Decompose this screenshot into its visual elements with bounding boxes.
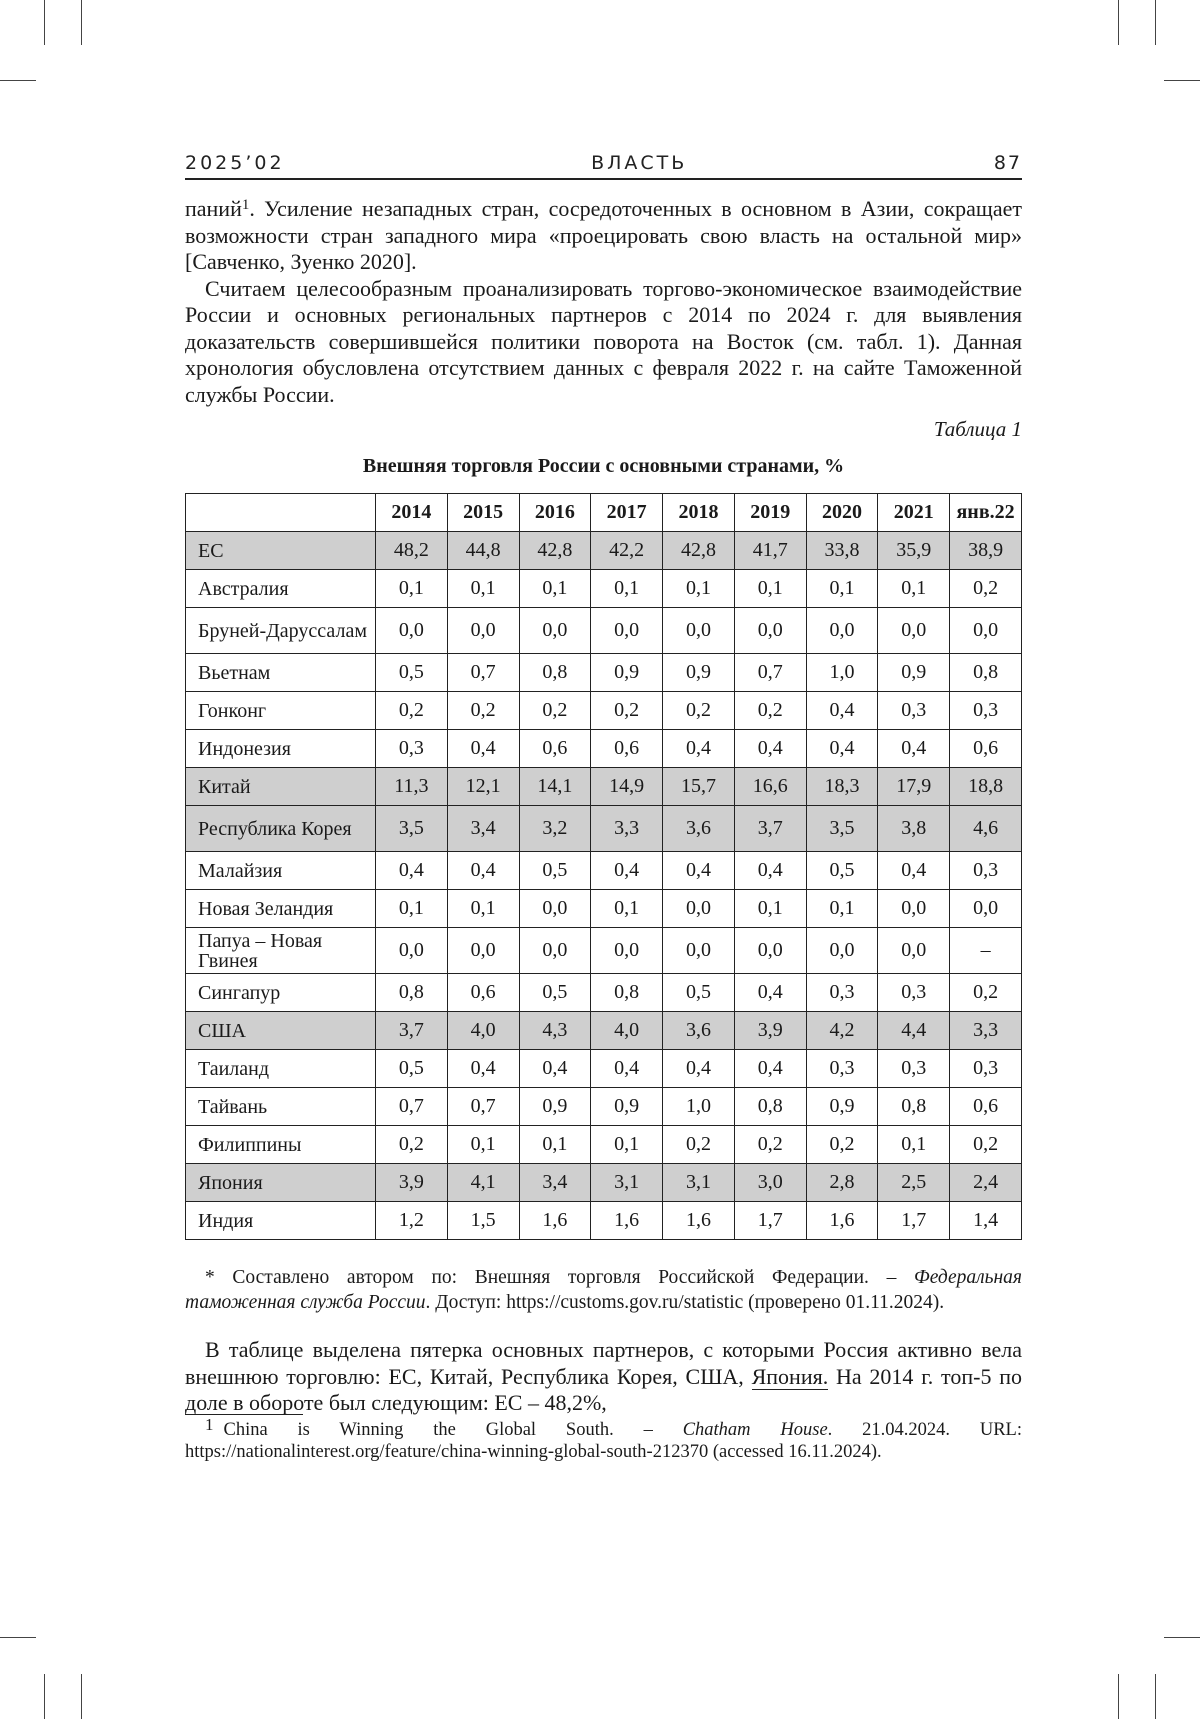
- table-row: [186, 692, 1022, 730]
- value-cell: 0,0: [878, 928, 950, 974]
- value-cell: 35,9: [878, 532, 950, 570]
- value-cell: 14,9: [591, 768, 663, 806]
- value-cell: 3,2: [519, 806, 591, 852]
- value-cell: 3,4: [447, 806, 519, 852]
- country-cell: Индонезия: [186, 730, 376, 768]
- value-cell: 0,9: [591, 1088, 663, 1126]
- value-cell: 0,4: [447, 1050, 519, 1088]
- value-cell: 0,3: [950, 852, 1022, 890]
- value-cell: 3,9: [376, 1164, 448, 1202]
- value-cell: 0,5: [806, 852, 878, 890]
- page-number: 87: [994, 152, 1022, 174]
- country-cell: Бруней-Даруссалам: [186, 608, 376, 654]
- value-cell: 0,0: [591, 608, 663, 654]
- value-cell: 0,2: [519, 692, 591, 730]
- value-cell: 15,7: [663, 768, 735, 806]
- table-header-cell: 2014: [376, 494, 448, 532]
- journal-title: ВЛАСТЬ: [591, 152, 687, 174]
- value-cell: 0,8: [734, 1088, 806, 1126]
- value-cell: 0,6: [447, 974, 519, 1012]
- paragraph-text: В таблице выделена пятерка основных партнеров, с которыми Россия активно вела внешнюю торговлю: ЕС, Китай, Республика Корея, США,: [185, 1337, 1022, 1389]
- value-cell: 0,0: [519, 890, 591, 928]
- table-row: [186, 1088, 1022, 1126]
- table-header-cell: 2015: [447, 494, 519, 532]
- value-cell: 0,0: [950, 890, 1022, 928]
- table-row: [186, 1202, 1022, 1240]
- table-row: [186, 890, 1022, 928]
- table-header-cell: 2018: [663, 494, 735, 532]
- value-cell: 0,4: [878, 730, 950, 768]
- value-cell: 0,1: [806, 570, 878, 608]
- value-cell: 4,0: [591, 1012, 663, 1050]
- crop-mark: [1118, 1674, 1119, 1719]
- table-header-cell: 2021: [878, 494, 950, 532]
- value-cell: 0,8: [591, 974, 663, 1012]
- table-row: [186, 1012, 1022, 1050]
- table-title: Внешняя торговля России с основными странами, %: [185, 451, 1022, 481]
- value-cell: 11,3: [376, 768, 448, 806]
- value-cell: 4,4: [878, 1012, 950, 1050]
- value-cell: 48,2: [376, 532, 448, 570]
- value-cell: 0,3: [878, 692, 950, 730]
- value-cell: 2,4: [950, 1164, 1022, 1202]
- country-cell: Новая Зеландия: [186, 890, 376, 928]
- value-cell: 42,2: [591, 532, 663, 570]
- value-cell: 0,1: [591, 1126, 663, 1164]
- table-header-cell: 2017: [591, 494, 663, 532]
- value-cell: 0,0: [663, 928, 735, 974]
- value-cell: 0,4: [376, 852, 448, 890]
- value-cell: 0,1: [591, 570, 663, 608]
- value-cell: 3,1: [591, 1164, 663, 1202]
- table-row: [186, 1164, 1022, 1202]
- value-cell: 0,1: [447, 890, 519, 928]
- value-cell: 0,5: [376, 1050, 448, 1088]
- value-cell: 0,3: [878, 974, 950, 1012]
- value-cell: 0,2: [806, 1126, 878, 1164]
- crop-mark: [0, 1637, 36, 1638]
- table-row: [186, 768, 1022, 806]
- value-cell: 2,8: [806, 1164, 878, 1202]
- value-cell: 0,0: [878, 890, 950, 928]
- value-cell: 0,1: [447, 1126, 519, 1164]
- value-cell: 0,6: [950, 730, 1022, 768]
- country-cell: Австралия: [186, 570, 376, 608]
- value-cell: 0,2: [950, 1126, 1022, 1164]
- value-cell: 0,5: [663, 974, 735, 1012]
- value-cell: 0,1: [376, 890, 448, 928]
- table-row: [186, 532, 1022, 570]
- crop-mark: [44, 0, 45, 45]
- table-header-cell: 2016: [519, 494, 591, 532]
- value-cell: 4,6: [950, 806, 1022, 852]
- value-cell: 0,9: [591, 654, 663, 692]
- value-cell: 4,0: [447, 1012, 519, 1050]
- value-cell: 38,9: [950, 532, 1022, 570]
- value-cell: 0,9: [663, 654, 735, 692]
- value-cell: 3,9: [734, 1012, 806, 1050]
- value-cell: 1,0: [663, 1088, 735, 1126]
- value-cell: 3,0: [734, 1164, 806, 1202]
- value-cell: 0,4: [663, 730, 735, 768]
- value-cell: 0,2: [591, 692, 663, 730]
- value-cell: 0,2: [376, 1126, 448, 1164]
- value-cell: 0,0: [591, 928, 663, 974]
- value-cell: 0,1: [376, 570, 448, 608]
- value-cell: 14,1: [519, 768, 591, 806]
- value-cell: 0,6: [519, 730, 591, 768]
- value-cell: 0,1: [734, 890, 806, 928]
- crop-mark: [0, 80, 36, 81]
- country-cell: США: [186, 1012, 376, 1050]
- crop-mark: [44, 1674, 45, 1719]
- value-cell: 0,1: [878, 1126, 950, 1164]
- value-cell: 0,0: [663, 608, 735, 654]
- value-cell: 1,6: [519, 1202, 591, 1240]
- footnote: [185, 1419, 1022, 1463]
- value-cell: 0,0: [376, 608, 448, 654]
- running-header: [185, 150, 1022, 180]
- footnote-text: . 21.04.2024. URL: https://nationalinterest.org/feature/china-winning-global-south-212370 (accessed 16.11.2024).: [185, 1420, 1022, 1462]
- value-cell: 0,0: [519, 608, 591, 654]
- table-row: [186, 852, 1022, 890]
- value-cell: 1,4: [950, 1202, 1022, 1240]
- value-cell: 18,3: [806, 768, 878, 806]
- country-cell: Сингапур: [186, 974, 376, 1012]
- crop-mark: [1155, 0, 1156, 45]
- value-cell: 0,3: [806, 1050, 878, 1088]
- value-cell: 0,4: [734, 1050, 806, 1088]
- value-cell: 0,7: [734, 654, 806, 692]
- value-cell: 0,4: [663, 852, 735, 890]
- value-cell: 0,0: [734, 928, 806, 974]
- value-cell: 0,7: [447, 1088, 519, 1126]
- issue-number: 2025’02: [185, 152, 285, 174]
- value-cell: 0,6: [591, 730, 663, 768]
- source-text: . Доступ: https://customs.gov.ru/statistic (проверено 01.11.2024).: [426, 1292, 945, 1313]
- value-cell: 1,5: [447, 1202, 519, 1240]
- table-header-row: [186, 494, 1022, 532]
- value-cell: 0,1: [878, 570, 950, 608]
- value-cell: 1,6: [591, 1202, 663, 1240]
- value-cell: 2,5: [878, 1164, 950, 1202]
- value-cell: 17,9: [878, 768, 950, 806]
- value-cell: 0,2: [734, 692, 806, 730]
- table-header-cell: [186, 494, 376, 532]
- table-header-cell: янв.22: [950, 494, 1022, 532]
- value-cell: 3,7: [376, 1012, 448, 1050]
- paragraph-text-underlined: Япония.: [752, 1364, 829, 1390]
- crop-mark: [1155, 1674, 1156, 1719]
- value-cell: 41,7: [734, 532, 806, 570]
- value-cell: 0,4: [734, 974, 806, 1012]
- source-agency: Федеральная таможенная служба России: [185, 1267, 1022, 1313]
- country-cell: Республика Корея: [186, 806, 376, 852]
- value-cell: 3,4: [519, 1164, 591, 1202]
- value-cell: 0,9: [878, 654, 950, 692]
- value-cell: 0,1: [663, 570, 735, 608]
- value-cell: 0,8: [376, 974, 448, 1012]
- value-cell: 0,0: [519, 928, 591, 974]
- paragraph-text: . Усиление незападных стран, сосредоточенных в основном в Азии, сокращает возможности стран западного мира «проецировать свою власть на остальной мир» [Савченко, Зуенко 2020].: [185, 196, 1022, 274]
- value-cell: 0,4: [734, 852, 806, 890]
- table-row: [186, 570, 1022, 608]
- table-row: [186, 1126, 1022, 1164]
- value-cell: 0,2: [663, 692, 735, 730]
- country-cell: Малайзия: [186, 852, 376, 890]
- country-cell: Индия: [186, 1202, 376, 1240]
- paragraph: Считаем целесообразным проанализировать торгово-экономическое взаимодействие России и основных региональных партнеров с 2014 по 2024 г. для выявления доказательств совершившейся политики поворота на Восток (см. табл. 1). Данная хронология обусловлена отсутствием данных с февраля 2022 г. на сайте Таможенной службы России.: [185, 276, 1022, 409]
- value-cell: 0,4: [734, 730, 806, 768]
- value-cell: 0,2: [950, 570, 1022, 608]
- value-cell: 0,8: [878, 1088, 950, 1126]
- value-cell: 0,7: [376, 1088, 448, 1126]
- crop-mark: [1164, 1637, 1200, 1638]
- footnote-ref: 1: [242, 197, 250, 213]
- value-cell: 0,2: [447, 692, 519, 730]
- value-cell: 42,8: [663, 532, 735, 570]
- crop-mark: [1118, 0, 1119, 45]
- value-cell: 0,8: [950, 654, 1022, 692]
- table-row: [186, 928, 1022, 974]
- table-row: [186, 654, 1022, 692]
- value-cell: 0,0: [447, 608, 519, 654]
- value-cell: 0,0: [950, 608, 1022, 654]
- value-cell: 0,5: [376, 654, 448, 692]
- value-cell: 0,0: [663, 890, 735, 928]
- value-cell: 12,1: [447, 768, 519, 806]
- value-cell: 3,7: [734, 806, 806, 852]
- value-cell: 0,4: [591, 852, 663, 890]
- country-cell: Тайвань: [186, 1088, 376, 1126]
- value-cell: 0,4: [447, 730, 519, 768]
- value-cell: 1,7: [734, 1202, 806, 1240]
- value-cell: 3,8: [878, 806, 950, 852]
- trade-table: [185, 493, 1022, 1240]
- value-cell: 0,4: [663, 1050, 735, 1088]
- value-cell: 0,3: [950, 692, 1022, 730]
- value-cell: 3,6: [663, 806, 735, 852]
- country-cell: Китай: [186, 768, 376, 806]
- country-cell: Папуа – Новая Гвинея: [186, 928, 376, 974]
- paragraph: [185, 1337, 1022, 1417]
- value-cell: 0,6: [950, 1088, 1022, 1126]
- value-cell: 0,7: [447, 654, 519, 692]
- value-cell: 0,1: [447, 570, 519, 608]
- paragraph-text: паний: [185, 196, 242, 221]
- value-cell: –: [950, 928, 1022, 974]
- value-cell: 0,3: [376, 730, 448, 768]
- country-cell: Гонконг: [186, 692, 376, 730]
- country-cell: Филиппины: [186, 1126, 376, 1164]
- value-cell: 1,6: [663, 1202, 735, 1240]
- value-cell: 0,0: [447, 928, 519, 974]
- value-cell: 0,0: [734, 608, 806, 654]
- crop-mark: [81, 1674, 82, 1719]
- country-cell: Таиланд: [186, 1050, 376, 1088]
- value-cell: 0,4: [447, 852, 519, 890]
- value-cell: 0,9: [806, 1088, 878, 1126]
- value-cell: 0,4: [878, 852, 950, 890]
- value-cell: 0,0: [376, 928, 448, 974]
- table-header-cell: 2020: [806, 494, 878, 532]
- value-cell: 3,1: [663, 1164, 735, 1202]
- value-cell: 44,8: [447, 532, 519, 570]
- value-cell: 0,0: [878, 608, 950, 654]
- paragraph-text: На 2014 г. топ-5 по доле в обороте был следующим: ЕС – 48,2%,: [185, 1364, 1022, 1416]
- value-cell: 0,4: [519, 1050, 591, 1088]
- value-cell: 0,1: [734, 570, 806, 608]
- value-cell: 1,0: [806, 654, 878, 692]
- footnote-source: Chatham House: [683, 1420, 828, 1440]
- value-cell: 0,1: [519, 1126, 591, 1164]
- value-cell: 16,6: [734, 768, 806, 806]
- value-cell: 3,3: [591, 806, 663, 852]
- table-row: [186, 1050, 1022, 1088]
- value-cell: 0,2: [663, 1126, 735, 1164]
- value-cell: 4,3: [519, 1012, 591, 1050]
- value-cell: 4,2: [806, 1012, 878, 1050]
- value-cell: 1,6: [806, 1202, 878, 1240]
- country-cell: ЕС: [186, 532, 376, 570]
- value-cell: 0,4: [591, 1050, 663, 1088]
- crop-mark: [81, 0, 82, 45]
- value-cell: 0,2: [950, 974, 1022, 1012]
- value-cell: 0,3: [950, 1050, 1022, 1088]
- value-cell: 0,1: [591, 890, 663, 928]
- table-label: Таблица 1: [185, 415, 1022, 443]
- value-cell: 0,4: [806, 730, 878, 768]
- value-cell: 0,2: [376, 692, 448, 730]
- source-text: * Составлено автором по: Внешняя торговля Российской Федерации. –: [205, 1267, 914, 1288]
- table-source: [185, 1265, 1022, 1315]
- table-header-cell: 2019: [734, 494, 806, 532]
- value-cell: 0,2: [734, 1126, 806, 1164]
- value-cell: 42,8: [519, 532, 591, 570]
- value-cell: 1,7: [878, 1202, 950, 1240]
- value-cell: 0,3: [878, 1050, 950, 1088]
- value-cell: 0,0: [806, 608, 878, 654]
- value-cell: 0,9: [519, 1088, 591, 1126]
- value-cell: 1,2: [376, 1202, 448, 1240]
- value-cell: 0,8: [519, 654, 591, 692]
- value-cell: 0,1: [806, 890, 878, 928]
- table-row: [186, 730, 1022, 768]
- footnote-text: China is Winning the Global South. –: [224, 1420, 683, 1440]
- value-cell: 3,5: [376, 806, 448, 852]
- table-row: [186, 806, 1022, 852]
- paragraph: [185, 196, 1022, 276]
- value-cell: 33,8: [806, 532, 878, 570]
- value-cell: 3,5: [806, 806, 878, 852]
- value-cell: 3,6: [663, 1012, 735, 1050]
- page: [185, 150, 1022, 1481]
- value-cell: 0,1: [519, 570, 591, 608]
- value-cell: 0,4: [806, 692, 878, 730]
- value-cell: 4,1: [447, 1164, 519, 1202]
- value-cell: 0,0: [806, 928, 878, 974]
- footnote-number: 1: [205, 1415, 214, 1434]
- value-cell: 3,3: [950, 1012, 1022, 1050]
- value-cell: 0,3: [806, 974, 878, 1012]
- table-row: [186, 974, 1022, 1012]
- value-cell: 0,5: [519, 852, 591, 890]
- value-cell: 0,5: [519, 974, 591, 1012]
- table-row: [186, 608, 1022, 654]
- country-cell: Япония: [186, 1164, 376, 1202]
- value-cell: 18,8: [950, 768, 1022, 806]
- crop-mark: [1164, 80, 1200, 81]
- country-cell: Вьетнам: [186, 654, 376, 692]
